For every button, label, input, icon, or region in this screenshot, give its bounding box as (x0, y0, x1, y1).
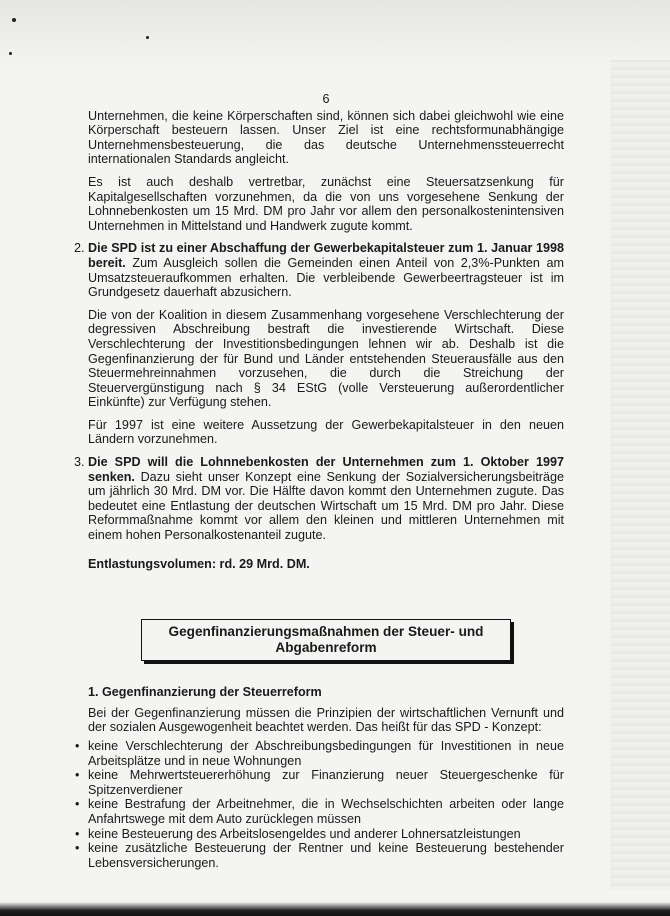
bullet-icon: • (75, 826, 80, 841)
list-item (75, 827, 564, 842)
scan-shadow-top (0, 0, 670, 70)
list-item (75, 739, 564, 768)
item-paragraph: Für 1997 ist eine weitere Aussetzung der Gewerbekapitalsteuer in den neuen Ländern vorzunehmen. (88, 417, 564, 447)
item-lead-bold: Die SPD will die Lohnnebenkosten der Unternehmen zum 1. Oktober 1997 senken. (88, 455, 564, 484)
boxed-title-line: Abgabenreform (275, 640, 377, 656)
bullet-icon: • (75, 768, 80, 783)
section-heading: 1. Gegenfinanzierung der Steuerreform (88, 685, 322, 700)
intro-paragraph: Es ist auch deshalb vertretbar, zunächst eine Steuersatzsenkung für Kapitalgesellschaften vorzunehmen, da die von uns vorgesehene Senkung der Lohnnebenkosten um 15 Mrd. DM pro Jahr vor allem den personalkostenintensiven Unternehmen in Mittelstand und Handwerk zugute kommt. (88, 174, 564, 233)
list-item-text: keine zusätzliche Besteuerung der Rentner und keine Besteuerung bestehender Lebensversicherungen. (88, 841, 564, 870)
bullet-icon: • (75, 841, 80, 856)
relief-volume-summary: Entlastungsvolumen: rd. 29 Mrd. DM. (88, 556, 310, 571)
boxed-heading-wrapper (88, 619, 564, 661)
list-item-text: keine Besteuerung des Arbeitslosengeldes und anderer Lohnersatzleistungen (88, 826, 521, 841)
item-body (88, 455, 564, 543)
scan-noise-right (610, 60, 670, 890)
item-paragraph: Die von der Koalition in diesem Zusammenhang vorgesehene Verschlechterung der degressiven Abschreibung bestraft die investierende Wirtschaft. Diese Verschlechterung der Investitionsbedingungen lehnen wir ab. Deshalb ist die Gegenfinanzierung der für Bund und Länder entstehenden Steuerausfälle aus den Steuermehreinnahmen vorzusehen, die durch die Streichung der Steuervergünstigung nach § 34 EStG (volle Versteuerung außerordentlicher Einkünfte) zur Verfügung stehen. (88, 307, 564, 410)
list-item-text: keine Mehrwertsteuererhöhung zur Finanzierung neuer Steuergeschenke für Spitzenverdiener (88, 768, 564, 797)
intro-paragraph: Unternehmen, die keine Körperschaften sind, können sich dabei gleichwohl wie eine Körperschaft besteuern lassen. Unser Ziel ist eine rechtsformunabhängige Unternehmensbesteuerung, die das deutsche Unternehmenssteuerrecht internationalen Standards angleicht. (88, 108, 564, 167)
item-lead-bold: Die SPD ist zu einer Abschaffung der Gewerbekapitalsteuer zum 1. Januar 1998 bereit. (88, 241, 564, 270)
page-number: 6 (322, 92, 330, 106)
bullet-icon: • (75, 739, 80, 753)
list-item (75, 797, 564, 826)
section-intro: Bei der Gegenfinanzierung müssen die Prinzipien der wirtschaftlichen Vernunft und der sozialen Ausgewogenheit beachtet werden. Das heißt für das SPD - Konzept: (88, 705, 564, 735)
item-lead-paragraph (88, 241, 564, 299)
numbered-item-3 (74, 455, 564, 543)
list-item-text: keine Verschlechterung der Abschreibungsbedingungen für Investitionen in neue Arbeitsplätze und in neue Wohnungen (88, 739, 564, 768)
scan-speck (12, 18, 16, 22)
list-item (75, 841, 564, 870)
item-lead-text: Zum Ausgleich sollen die Gemeinden einen Anteil von 2,3%-Punkten am Umsatzsteueraufkommen erhalten. Die verbleibende Gewerbeertragsteuer ist im Grundgesetz dauerhaft abzusichern. (88, 255, 564, 300)
boxed-section-title (141, 619, 511, 661)
document-page (74, 92, 564, 870)
scan-speck (146, 36, 149, 39)
list-item (75, 768, 564, 797)
numbered-item-2 (74, 241, 564, 447)
item-lead-text: Dazu sieht unser Konzept eine Senkung der Sozialversicherungsbeiträge um jährlich 30 Mrd. DM vor. Die Hälfte davon kommt den Unternehmen zugute. Das bedeutet eine Entlastung der deutschen Wirtschaft um 15 Mrd. DM pro Jahr. Diese Reformmaßnahme kommt vor allem den kleinen und mittleren Unternehmen mit einem hohen Personalkostenanteil zugute. (88, 469, 564, 543)
bullet-list (75, 739, 564, 870)
item-number: 3. (74, 455, 85, 470)
item-lead-paragraph (88, 455, 564, 543)
boxed-title-line: Gegenfinanzierungsmaßnahmen der Steuer- und (168, 624, 484, 640)
list-item-text: keine Bestrafung der Arbeitnehmer, die in Wechselschichten arbeiten oder lange Anfahrtswege mit dem Auto zurücklegen müssen (88, 797, 564, 826)
bullet-icon: • (75, 797, 80, 812)
item-number: 2. (74, 241, 85, 256)
item-body (88, 241, 564, 447)
scan-speck (9, 52, 12, 55)
scan-edge-bottom (0, 902, 670, 916)
